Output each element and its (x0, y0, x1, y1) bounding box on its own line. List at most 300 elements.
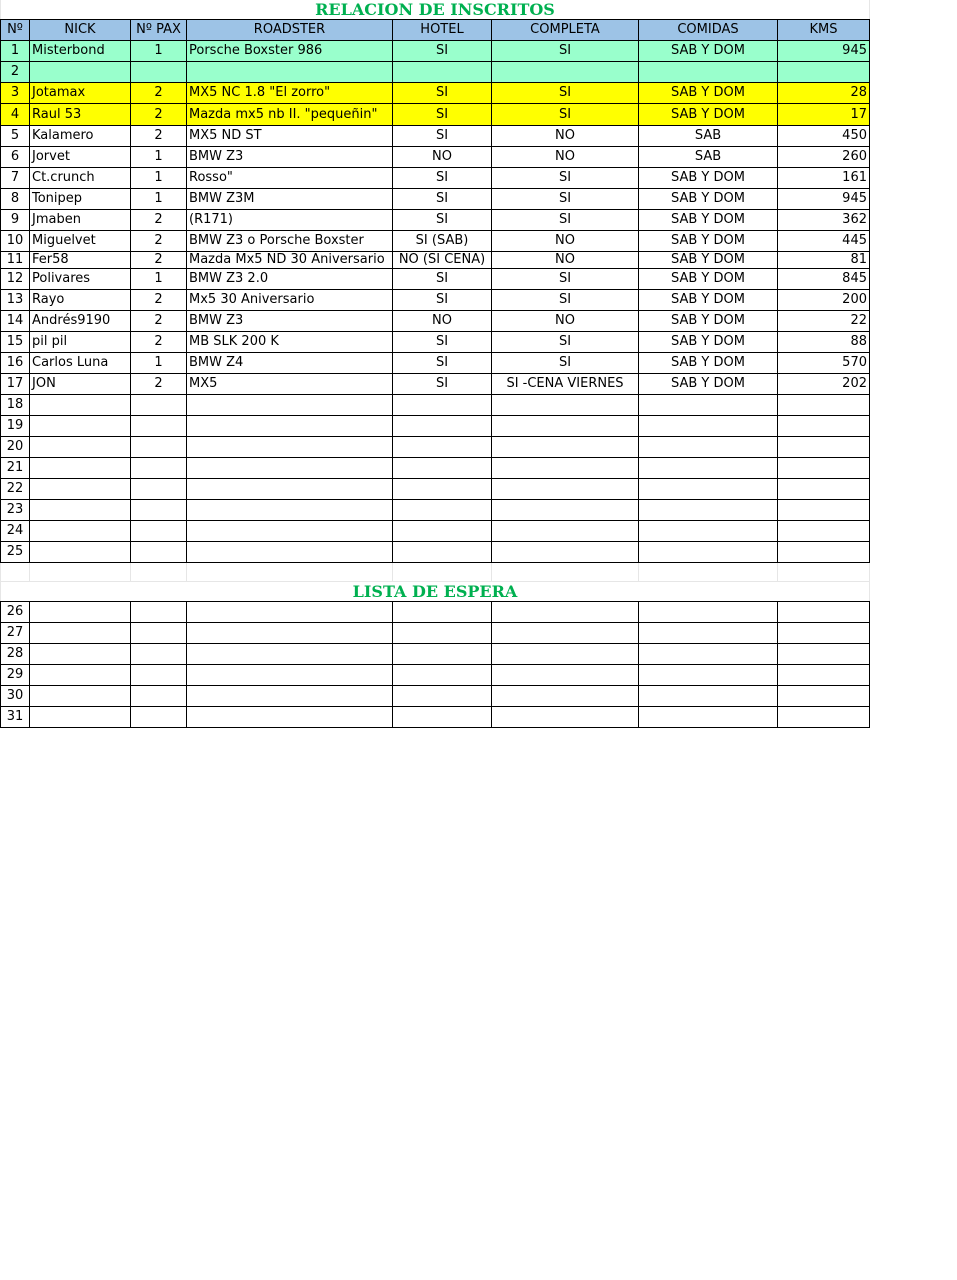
header-completa[interactable]: COMPLETA (492, 20, 639, 41)
cell-kms[interactable] (778, 437, 870, 458)
cell-comidas[interactable]: SAB Y DOM (639, 168, 778, 189)
cell-hotel[interactable]: SI (393, 189, 492, 210)
cell-pax[interactable]: 2 (131, 290, 187, 311)
title-row (1, 0, 870, 20)
cell-completa[interactable] (492, 602, 639, 623)
cell-n[interactable]: 20 (1, 437, 30, 458)
cell-n[interactable]: 10 (1, 231, 30, 252)
cell-completa[interactable]: SI (492, 83, 639, 104)
table-row (1, 437, 870, 458)
cell-completa[interactable] (492, 395, 639, 416)
cell-comidas[interactable]: SAB Y DOM (639, 269, 778, 290)
cell-comidas[interactable]: SAB Y DOM (639, 210, 778, 231)
cell-completa[interactable] (492, 458, 639, 479)
cell-nick[interactable]: Fer58 (30, 252, 131, 269)
table-row (1, 231, 870, 252)
cell-pax[interactable] (131, 500, 187, 521)
cell-pax[interactable] (131, 542, 187, 563)
cell-kms[interactable]: 28 (778, 83, 870, 104)
table-row (1, 269, 870, 290)
cell-nick[interactable]: Rayo (30, 290, 131, 311)
cell-pax[interactable] (131, 416, 187, 437)
spacer-cell[interactable] (1, 563, 30, 582)
cell-roadster[interactable] (187, 458, 393, 479)
cell-kms[interactable]: 260 (778, 147, 870, 168)
cell-nick[interactable] (30, 707, 131, 728)
cell-pax[interactable] (131, 521, 187, 542)
table-row (1, 210, 870, 231)
cell-completa[interactable] (492, 644, 639, 665)
cell-pax[interactable] (131, 686, 187, 707)
spacer-cell[interactable] (393, 563, 492, 582)
cell-nick[interactable]: Misterbond (30, 41, 131, 62)
cell-completa[interactable]: SI (492, 332, 639, 353)
table-row (1, 374, 870, 395)
cell-completa[interactable]: SI (492, 104, 639, 126)
cell-completa[interactable]: NO (492, 126, 639, 147)
cell-nick[interactable] (30, 437, 131, 458)
spacer-cell[interactable] (187, 563, 393, 582)
cell-n[interactable]: 6 (1, 147, 30, 168)
cell-hotel[interactable]: SI (393, 374, 492, 395)
cell-hotel[interactable] (393, 644, 492, 665)
cell-hotel[interactable] (393, 62, 492, 83)
cell-comidas[interactable] (639, 707, 778, 728)
cell-roadster[interactable] (187, 521, 393, 542)
cell-roadster[interactable] (187, 395, 393, 416)
cell-pax[interactable]: 2 (131, 252, 187, 269)
header-pax[interactable]: Nº PAX (131, 20, 187, 41)
cell-completa[interactable] (492, 437, 639, 458)
table-row (1, 521, 870, 542)
cell-pax[interactable] (131, 707, 187, 728)
cell-nick[interactable]: Kalamero (30, 126, 131, 147)
cell-roadster[interactable] (187, 542, 393, 563)
cell-kms[interactable]: 450 (778, 126, 870, 147)
cell-kms[interactable] (778, 458, 870, 479)
cell-kms[interactable]: 202 (778, 374, 870, 395)
cell-hotel[interactable] (393, 623, 492, 644)
cell-hotel[interactable] (393, 479, 492, 500)
header-kms[interactable]: KMS (778, 20, 870, 41)
cell-nick[interactable]: Jotamax (30, 83, 131, 104)
cell-pax[interactable]: 2 (131, 104, 187, 126)
spacer-row (1, 563, 870, 582)
cell-n[interactable]: 9 (1, 210, 30, 231)
cell-kms[interactable]: 845 (778, 269, 870, 290)
cell-nick[interactable] (30, 665, 131, 686)
cell-completa[interactable]: SI (492, 41, 639, 62)
cell-kms[interactable]: 88 (778, 332, 870, 353)
cell-pax[interactable]: 1 (131, 189, 187, 210)
cell-pax[interactable]: 2 (131, 311, 187, 332)
table-row (1, 332, 870, 353)
cell-comidas[interactable]: SAB Y DOM (639, 231, 778, 252)
table-row (1, 416, 870, 437)
cell-roadster[interactable] (187, 479, 393, 500)
cell-kms[interactable]: 362 (778, 210, 870, 231)
cell-kms[interactable] (778, 395, 870, 416)
spacer-cell[interactable] (492, 563, 639, 582)
cell-pax[interactable] (131, 644, 187, 665)
cell-n[interactable]: 23 (1, 500, 30, 521)
cell-nick[interactable] (30, 479, 131, 500)
cell-nick[interactable] (30, 542, 131, 563)
cell-pax[interactable]: 1 (131, 147, 187, 168)
cell-hotel[interactable]: SI (393, 353, 492, 374)
cell-roadster[interactable]: MB SLK 200 K (187, 332, 393, 353)
cell-n[interactable]: 19 (1, 416, 30, 437)
cell-comidas[interactable] (639, 479, 778, 500)
cell-n[interactable]: 30 (1, 686, 30, 707)
cell-hotel[interactable]: SI (393, 168, 492, 189)
cell-completa[interactable]: SI (492, 353, 639, 374)
cell-roadster[interactable] (187, 644, 393, 665)
cell-completa[interactable]: SI (492, 290, 639, 311)
cell-pax[interactable]: 2 (131, 332, 187, 353)
cell-kms[interactable]: 945 (778, 41, 870, 62)
cell-nick[interactable]: Ct.crunch (30, 168, 131, 189)
table-row (1, 83, 870, 104)
header-nick[interactable]: NICK (30, 20, 131, 41)
cell-comidas[interactable] (639, 686, 778, 707)
cell-completa[interactable] (492, 62, 639, 83)
cell-nick[interactable] (30, 644, 131, 665)
cell-pax[interactable]: 2 (131, 83, 187, 104)
cell-hotel[interactable] (393, 686, 492, 707)
cell-completa[interactable]: SI (492, 189, 639, 210)
cell-hotel[interactable] (393, 602, 492, 623)
cell-completa[interactable]: SI (492, 269, 639, 290)
cell-completa[interactable] (492, 686, 639, 707)
cell-hotel[interactable]: NO (393, 147, 492, 168)
cell-kms[interactable] (778, 644, 870, 665)
cell-comidas[interactable] (639, 437, 778, 458)
cell-roadster[interactable]: (R171) (187, 210, 393, 231)
cell-completa[interactable] (492, 707, 639, 728)
cell-roadster[interactable]: Mazda Mx5 ND 30 Aniversario (187, 252, 393, 269)
cell-hotel[interactable]: SI (393, 269, 492, 290)
cell-roadster[interactable]: Mx5 30 Aniversario (187, 290, 393, 311)
cell-nick[interactable] (30, 500, 131, 521)
cell-kms[interactable]: 161 (778, 168, 870, 189)
cell-pax[interactable] (131, 458, 187, 479)
cell-kms[interactable] (778, 62, 870, 83)
cell-completa[interactable] (492, 542, 639, 563)
cell-hotel[interactable] (393, 542, 492, 563)
cell-comidas[interactable] (639, 521, 778, 542)
cell-n[interactable]: 12 (1, 269, 30, 290)
cell-nick[interactable]: pil pil (30, 332, 131, 353)
cell-hotel[interactable]: SI (393, 332, 492, 353)
cell-nick[interactable] (30, 623, 131, 644)
cell-nick[interactable]: Jmaben (30, 210, 131, 231)
table-row (1, 602, 870, 623)
cell-n[interactable]: 4 (1, 104, 30, 126)
header-row (1, 20, 870, 41)
cell-n[interactable]: 5 (1, 126, 30, 147)
cell-comidas[interactable] (639, 602, 778, 623)
cell-comidas[interactable] (639, 644, 778, 665)
cell-kms[interactable] (778, 500, 870, 521)
table-row (1, 189, 870, 210)
cell-comidas[interactable] (639, 623, 778, 644)
cell-nick[interactable]: Tonipep (30, 189, 131, 210)
cell-nick[interactable]: Polivares (30, 269, 131, 290)
cell-hotel[interactable] (393, 416, 492, 437)
cell-hotel[interactable]: SI (393, 83, 492, 104)
cell-completa[interactable] (492, 623, 639, 644)
cell-pax[interactable]: 2 (131, 126, 187, 147)
spacer-cell[interactable] (639, 563, 778, 582)
cell-n[interactable]: 22 (1, 479, 30, 500)
cell-n[interactable]: 7 (1, 168, 30, 189)
cell-pax[interactable] (131, 623, 187, 644)
cell-roadster[interactable]: Porsche Boxster 986 (187, 41, 393, 62)
waitlist-title: LISTA DE ESPERA (1, 582, 870, 602)
table-row (1, 353, 870, 374)
cell-pax[interactable]: 1 (131, 269, 187, 290)
cell-hotel[interactable] (393, 395, 492, 416)
cell-hotel[interactable]: NO (SI CENA) (393, 252, 492, 269)
cell-roadster[interactable]: BMW Z3M (187, 189, 393, 210)
cell-roadster[interactable] (187, 602, 393, 623)
cell-nick[interactable] (30, 686, 131, 707)
table-row (1, 665, 870, 686)
cell-comidas[interactable] (639, 500, 778, 521)
cell-nick[interactable] (30, 458, 131, 479)
cell-completa[interactable]: NO (492, 231, 639, 252)
cell-kms[interactable] (778, 521, 870, 542)
cell-roadster[interactable] (187, 62, 393, 83)
cell-kms[interactable] (778, 479, 870, 500)
cell-hotel[interactable] (393, 521, 492, 542)
cell-n[interactable]: 3 (1, 83, 30, 104)
cell-n[interactable]: 18 (1, 395, 30, 416)
cell-roadster[interactable] (187, 500, 393, 521)
cell-pax[interactable] (131, 437, 187, 458)
table-row (1, 311, 870, 332)
cell-completa[interactable] (492, 665, 639, 686)
cell-kms[interactable]: 945 (778, 189, 870, 210)
cell-hotel[interactable]: SI (393, 210, 492, 231)
cell-hotel[interactable]: SI (SAB) (393, 231, 492, 252)
cell-hotel[interactable] (393, 707, 492, 728)
cell-roadster[interactable] (187, 665, 393, 686)
cell-roadster[interactable] (187, 707, 393, 728)
cell-n[interactable]: 16 (1, 353, 30, 374)
cell-comidas[interactable]: SAB Y DOM (639, 83, 778, 104)
table-row (1, 168, 870, 189)
cell-pax[interactable] (131, 62, 187, 83)
cell-completa[interactable] (492, 521, 639, 542)
cell-roadster[interactable]: BMW Z3 o Porsche Boxster (187, 231, 393, 252)
cell-hotel[interactable] (393, 500, 492, 521)
cell-nick[interactable]: Carlos Luna (30, 353, 131, 374)
cell-nick[interactable]: JON (30, 374, 131, 395)
spacer-cell[interactable] (30, 563, 131, 582)
cell-nick[interactable] (30, 521, 131, 542)
cell-comidas[interactable]: SAB Y DOM (639, 41, 778, 62)
cell-hotel[interactable]: SI (393, 290, 492, 311)
cell-pax[interactable] (131, 479, 187, 500)
cell-kms[interactable]: 81 (778, 252, 870, 269)
table-row (1, 126, 870, 147)
header-n[interactable]: Nº (1, 20, 30, 41)
cell-nick[interactable]: Andrés9190 (30, 311, 131, 332)
cell-n[interactable]: 11 (1, 252, 30, 269)
cell-hotel[interactable] (393, 665, 492, 686)
table-row (1, 623, 870, 644)
cell-nick[interactable] (30, 416, 131, 437)
cell-roadster[interactable]: Rosso" (187, 168, 393, 189)
cell-comidas[interactable] (639, 416, 778, 437)
cell-comidas[interactable]: SAB Y DOM (639, 332, 778, 353)
table-row (1, 395, 870, 416)
cell-comidas[interactable]: SAB (639, 126, 778, 147)
cell-hotel[interactable]: NO (393, 311, 492, 332)
cell-kms[interactable] (778, 542, 870, 563)
cell-kms[interactable]: 570 (778, 353, 870, 374)
table-row (1, 290, 870, 311)
cell-kms[interactable]: 200 (778, 290, 870, 311)
cell-kms[interactable] (778, 665, 870, 686)
cell-comidas[interactable]: SAB Y DOM (639, 353, 778, 374)
cell-roadster[interactable] (187, 623, 393, 644)
cell-n[interactable]: 29 (1, 665, 30, 686)
cell-completa[interactable]: SI -CENA VIERNES (492, 374, 639, 395)
cell-kms[interactable] (778, 416, 870, 437)
waitlist-title-row (1, 582, 870, 602)
cell-roadster[interactable]: BMW Z3 2.0 (187, 269, 393, 290)
cell-completa[interactable] (492, 500, 639, 521)
cell-kms[interactable]: 17 (778, 104, 870, 126)
cell-n[interactable]: 8 (1, 189, 30, 210)
cell-completa[interactable]: NO (492, 147, 639, 168)
cell-hotel[interactable] (393, 458, 492, 479)
cell-n[interactable]: 15 (1, 332, 30, 353)
cell-pax[interactable]: 2 (131, 374, 187, 395)
cell-comidas[interactable]: SAB Y DOM (639, 374, 778, 395)
cell-pax[interactable]: 1 (131, 353, 187, 374)
cell-kms[interactable] (778, 602, 870, 623)
cell-comidas[interactable]: SAB Y DOM (639, 104, 778, 126)
cell-kms[interactable]: 22 (778, 311, 870, 332)
cell-n[interactable]: 28 (1, 644, 30, 665)
cell-pax[interactable]: 1 (131, 41, 187, 62)
cell-n[interactable]: 17 (1, 374, 30, 395)
cell-comidas[interactable]: SAB Y DOM (639, 252, 778, 269)
cell-pax[interactable] (131, 395, 187, 416)
cell-n[interactable]: 1 (1, 41, 30, 62)
table-row (1, 104, 870, 126)
table-row (1, 147, 870, 168)
cell-nick[interactable]: Jorvet (30, 147, 131, 168)
cell-pax[interactable]: 1 (131, 168, 187, 189)
cell-n[interactable]: 13 (1, 290, 30, 311)
cell-completa[interactable]: NO (492, 311, 639, 332)
sheet-title: RELACION DE INSCRITOS (1, 0, 870, 20)
cell-roadster[interactable]: BMW Z3 (187, 311, 393, 332)
table-row (1, 644, 870, 665)
cell-n[interactable]: 2 (1, 62, 30, 83)
cell-kms[interactable]: 445 (778, 231, 870, 252)
cell-completa[interactable]: SI (492, 210, 639, 231)
cell-comidas[interactable] (639, 395, 778, 416)
cell-n[interactable]: 27 (1, 623, 30, 644)
cell-n[interactable]: 14 (1, 311, 30, 332)
table-row (1, 542, 870, 563)
cell-completa[interactable] (492, 479, 639, 500)
header-hotel[interactable]: HOTEL (393, 20, 492, 41)
cell-pax[interactable]: 2 (131, 231, 187, 252)
cell-roadster[interactable]: BMW Z3 (187, 147, 393, 168)
cell-nick[interactable] (30, 62, 131, 83)
cell-n[interactable]: 24 (1, 521, 30, 542)
cell-comidas[interactable] (639, 665, 778, 686)
cell-n[interactable]: 25 (1, 542, 30, 563)
cell-roadster[interactable]: MX5 (187, 374, 393, 395)
cell-roadster[interactable] (187, 416, 393, 437)
table-row (1, 41, 870, 62)
cell-comidas[interactable] (639, 542, 778, 563)
cell-n[interactable]: 31 (1, 707, 30, 728)
table-row (1, 500, 870, 521)
cell-roadster[interactable] (187, 686, 393, 707)
cell-completa[interactable] (492, 416, 639, 437)
cell-kms[interactable] (778, 623, 870, 644)
cell-nick[interactable] (30, 602, 131, 623)
cell-completa[interactable]: SI (492, 168, 639, 189)
cell-roadster[interactable]: BMW Z4 (187, 353, 393, 374)
cell-hotel[interactable]: SI (393, 126, 492, 147)
cell-n[interactable]: 26 (1, 602, 30, 623)
header-comidas[interactable]: COMIDAS (639, 20, 778, 41)
cell-roadster[interactable]: Mazda mx5 nb II. "pequeñin" (187, 104, 393, 126)
cell-hotel[interactable]: SI (393, 41, 492, 62)
cell-kms[interactable] (778, 707, 870, 728)
cell-nick[interactable] (30, 395, 131, 416)
table-row (1, 686, 870, 707)
cell-hotel[interactable]: SI (393, 104, 492, 126)
cell-pax[interactable]: 2 (131, 210, 187, 231)
table-row (1, 62, 870, 83)
cell-roadster[interactable] (187, 437, 393, 458)
cell-nick[interactable]: Raul 53 (30, 104, 131, 126)
cell-comidas[interactable]: SAB Y DOM (639, 290, 778, 311)
cell-comidas[interactable]: SAB Y DOM (639, 311, 778, 332)
header-roadster[interactable]: ROADSTER (187, 20, 393, 41)
table-row (1, 707, 870, 728)
cell-nick[interactable]: Miguelvet (30, 231, 131, 252)
cell-comidas[interactable] (639, 62, 778, 83)
cell-kms[interactable] (778, 686, 870, 707)
cell-pax[interactable] (131, 665, 187, 686)
table-row (1, 252, 870, 269)
cell-n[interactable]: 21 (1, 458, 30, 479)
spacer-cell[interactable] (131, 563, 187, 582)
cell-hotel[interactable] (393, 437, 492, 458)
spacer-cell[interactable] (778, 563, 870, 582)
cell-comidas[interactable]: SAB Y DOM (639, 189, 778, 210)
cell-completa[interactable]: NO (492, 252, 639, 269)
cell-roadster[interactable]: MX5 ND ST (187, 126, 393, 147)
table-row (1, 479, 870, 500)
cell-comidas[interactable]: SAB (639, 147, 778, 168)
cell-roadster[interactable]: MX5 NC 1.8 "El zorro" (187, 83, 393, 104)
cell-comidas[interactable] (639, 458, 778, 479)
cell-pax[interactable] (131, 602, 187, 623)
